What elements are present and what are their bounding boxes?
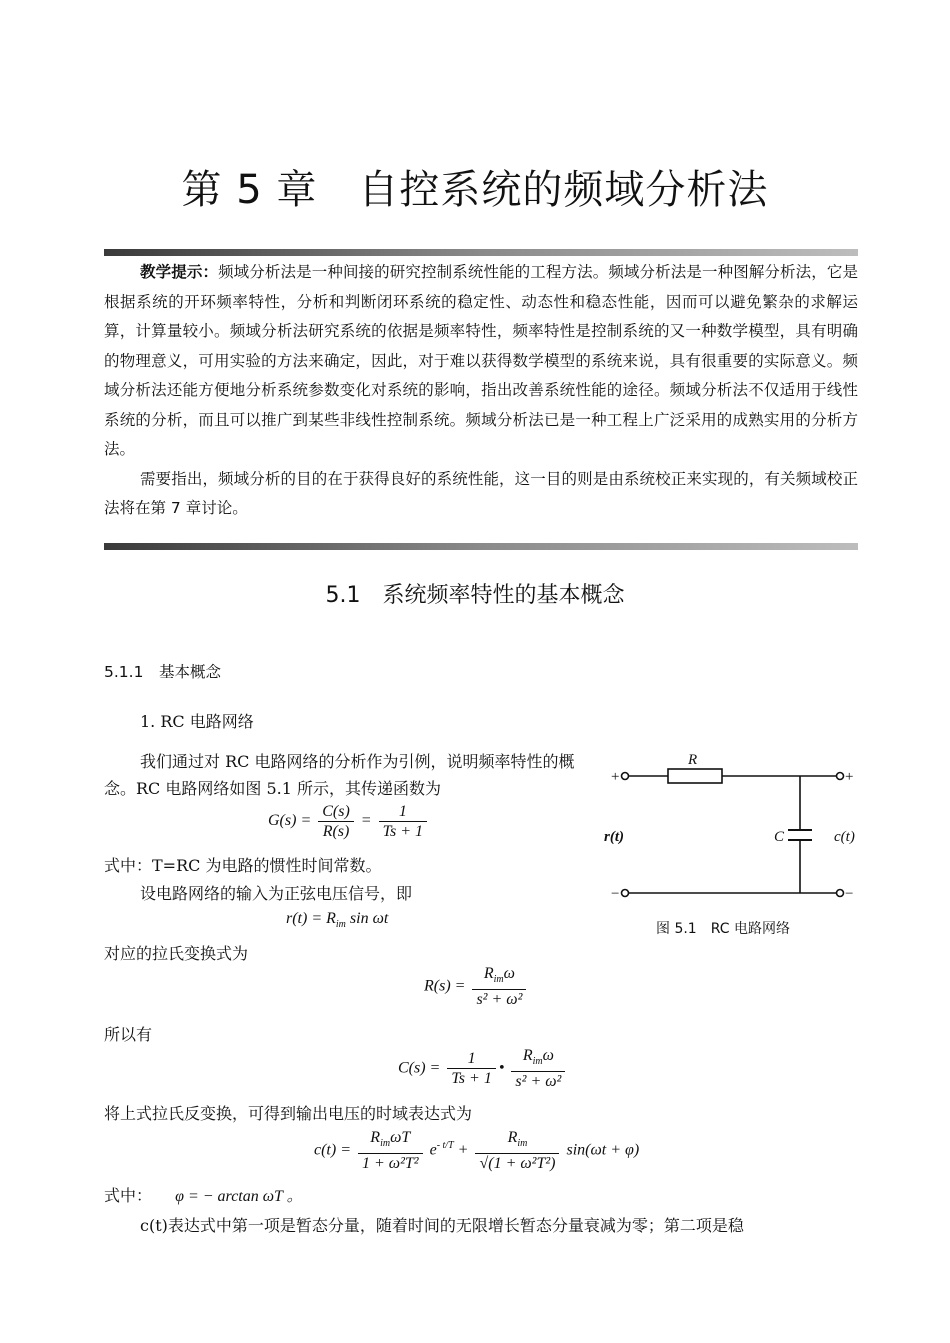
fraction: $\frac{R_{im}\omega}{\text{s² + ω²}}$: [511, 1046, 565, 1091]
resistor: [668, 769, 722, 783]
where-text-2: 式中： φ = − arctan ωT 。: [104, 1186, 303, 1205]
rc-circuit-figure: [600, 748, 870, 908]
teaching-summary: [104, 258, 858, 524]
top-rule: [104, 249, 858, 256]
label-input: r(t): [604, 829, 624, 845]
chapter-title: 第 5 章 自控系统的频域分析法: [181, 167, 769, 213]
plus-right: +: [845, 769, 854, 785]
fraction: $\frac{R_{im}\omega}{\text{s² + ω²}}$: [472, 964, 526, 1009]
input-text: 设电路网络的输入为正弦电压信号，即: [140, 884, 413, 903]
equation-rs: R(s) = $\frac{R_{im}\omega}{\text{s² + ω²}}$: [424, 964, 529, 1009]
fraction: $\frac{R_{im}\omega T}{\text{1 + ω²T²}}$: [358, 1128, 423, 1173]
label-capacitor: C: [774, 829, 785, 845]
summary-para-2: 需要指出，频域分析的目的在于获得良好的系统性能，这一目的则是由系统校正来实现的，有关频域校正法将在第 7 章讨论。: [104, 469, 858, 517]
laplace-text: 对应的拉氏变换式为: [104, 944, 249, 963]
equation-cs: C(s) = $\frac{1}{Ts + 1}$ • $\frac{R_{im}\omega}{\text{s² + ω²}}$: [398, 1046, 568, 1091]
terminal-out-bottom: [837, 890, 844, 897]
subsection-title: 5.1.1 基本概念: [104, 663, 221, 681]
equation-gs: G(s) = $\frac{C(s)}{R(s)}$ = $\frac{1}{Ts + 1}$: [268, 802, 430, 841]
summary-para-1: 教学提示：频域分析法是一种间接的研究控制系统性能的工程方法。频域分析法是一种图解分析法，它是根据系统的开环频率特性，分析和判断闭环系统的稳定性、动态性和稳态性能，因而可以避免繁杂的求解运算，计算量较小。频域分析法研究系统的依据是频率特性，频率特性是控制系统的又一种数学模型，具有明确的物理意义，可用实验的方法来确定，因此，对于难以获得数学模型的系统来说，具有很重要的实际意义。频域分析法还能方便地分析系统参数变化对系统的影响，指出改善系统性能的途径。频域分析法不仅适用于线性系统的分析，而且可以推广到某些非线性控制系统。频域分析法已是一种工程上广泛采用的成熟实用的分析方法。: [104, 263, 858, 458]
terminal-out-top: [837, 773, 844, 780]
intro-text: 我们通过对 RC 电路网络的分析作为引例，说明频率特性的概念。RC 电路网络如图 5.1 所示，其传递函数为: [104, 752, 575, 798]
section-title: 5.1 系统频率特性的基本概念: [325, 583, 625, 608]
so-text: 所以有: [104, 1025, 153, 1044]
bottom-rule: [104, 543, 858, 550]
equation-rt: $r(t) = R_{im}$ sin ωt: [286, 910, 389, 931]
terminal-in-top: [622, 773, 629, 780]
inverse-text: 将上式拉氏反变换，可得到输出电压的时域表达式为: [104, 1104, 473, 1123]
plus-left: +: [611, 769, 620, 785]
fraction: $\frac{R_{im}}{\text{√(1 + ω²T²)}}$: [475, 1128, 559, 1173]
item-title: 1. RC 电路网络: [140, 712, 254, 731]
fraction: $\frac{1}{Ts + 1}$: [379, 802, 427, 841]
minus-left: −: [611, 886, 620, 902]
fraction: $\frac{1}{Ts + 1}$: [447, 1049, 495, 1088]
summary-label: 教学提示：: [140, 263, 219, 281]
label-output: c(t): [834, 829, 855, 845]
where-text-1: 式中：T=RC 为电路的惯性时间常数。: [104, 856, 382, 875]
figure-caption: 图 5.1 RC 电路网络: [656, 921, 790, 937]
terminal-in-bottom: [622, 890, 629, 897]
last-text: c(t)表达式中第一项是暂态分量，随着时间的无限增长暂态分量衰减为零；第二项是稳: [140, 1216, 744, 1235]
minus-right: −: [845, 886, 854, 902]
label-resistor: R: [688, 752, 698, 768]
equation-ct: c(t) = $\frac{R_{im}\omega T}{\text{1 + ω²T²}}$ $e^{- t/T}$ + $\frac{R_{im}}{\text{√(1 + ω²T²)}}$ sin(ωt + φ): [314, 1129, 640, 1173]
fraction: $\frac{C(s)}{R(s)}$: [318, 802, 354, 841]
